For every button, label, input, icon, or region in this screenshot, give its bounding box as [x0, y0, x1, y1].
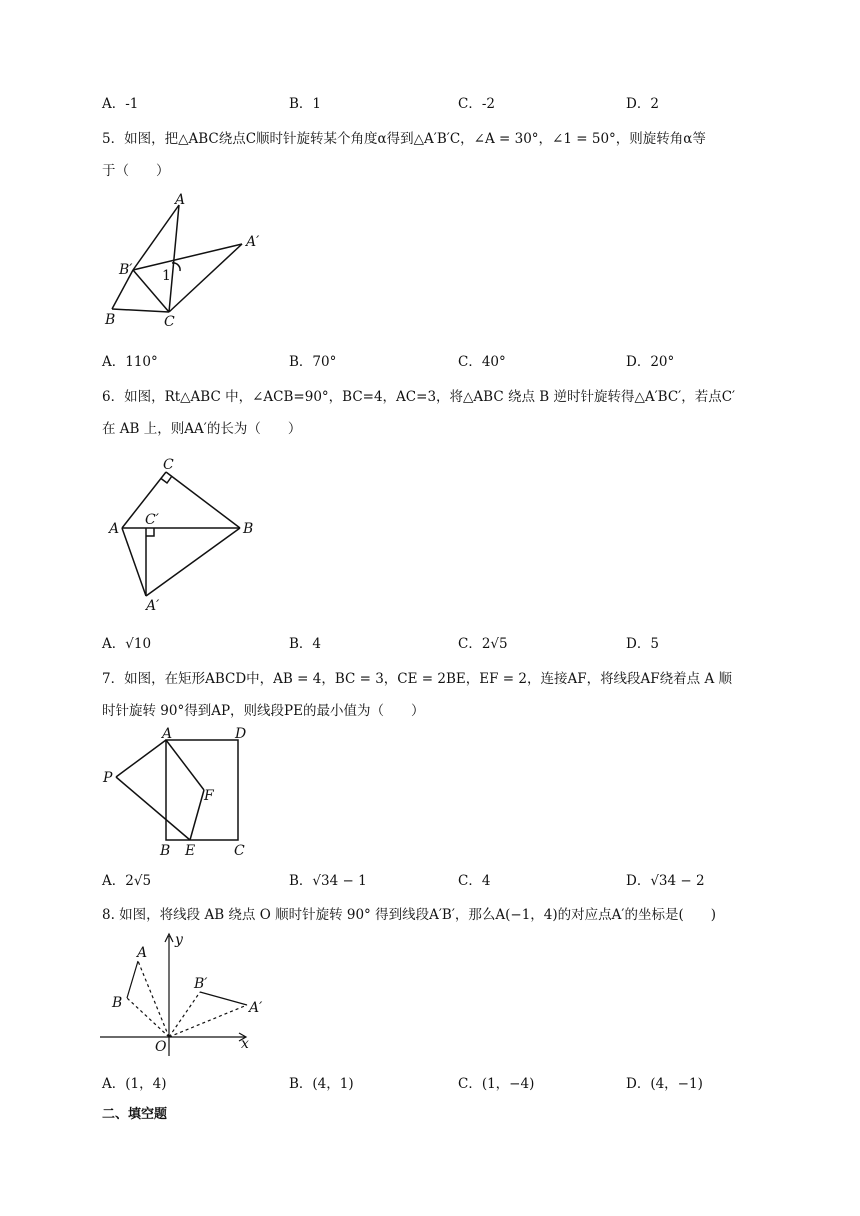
- q8-label-b: B: [112, 995, 123, 1011]
- q7-figure: [100, 726, 260, 861]
- q6-figure: [100, 450, 270, 615]
- q7-label-b: B: [160, 843, 171, 859]
- q8-figure: [100, 926, 263, 1061]
- q6-label-c-prime: C′: [145, 512, 159, 528]
- q6-option-d: D．5: [626, 636, 659, 652]
- q8-label-b-prime: B′: [194, 976, 208, 992]
- q4-option-c: C．-2: [458, 96, 495, 112]
- q6-stem-line1: 6．如图，Rt△ABC 中，∠ACB=90°，BC=4，AC=3，将△ABC 绕点 B 逆时针旋转得△A′BC′，若点C′: [102, 389, 736, 405]
- q8-option-b: B．(4，1): [289, 1076, 354, 1092]
- q7-option-b: B．√34 − 1: [289, 873, 367, 889]
- q7-stem-line2: 时针旋转 90°得到AP，则线段PE的最小值为（ ）: [102, 703, 425, 719]
- q7-option-a: A．2√5: [102, 873, 152, 889]
- q5-option-b: B．70°: [289, 354, 337, 370]
- q5-stem-line1: 5．如图，把△ABC绕点C顺时针旋转某个角度α得到△A′B′C，∠A = 30°，∠1 = 50°，则旋转角α等: [102, 131, 706, 147]
- q4-option-d: D．2: [626, 96, 659, 112]
- q6-label-a: A: [109, 521, 120, 537]
- q5-figure: [100, 188, 270, 333]
- q7-label-a: A: [162, 726, 173, 742]
- q6-label-c: C: [163, 457, 174, 473]
- q8-label-a-prime: A′: [249, 1000, 263, 1016]
- q6-option-c: C．2√5: [458, 636, 508, 652]
- q4-option-a: A．-1: [102, 96, 139, 112]
- q7-label-d: D: [235, 726, 247, 742]
- q4-option-b: B．1: [289, 96, 322, 112]
- q6-label-b: B: [243, 521, 254, 537]
- q5-label-a: A: [175, 192, 186, 208]
- q8-label-a: A: [137, 945, 148, 961]
- q7-label-e: E: [185, 843, 196, 859]
- q5-option-a: A．110°: [102, 354, 158, 370]
- q7-label-f: F: [204, 788, 214, 804]
- q8-option-c: C．(1，−4): [458, 1076, 535, 1092]
- q7-label-p: P: [103, 770, 113, 786]
- q7-option-c: C．4: [458, 873, 491, 889]
- q5-stem-line2: 于（ ）: [102, 163, 170, 179]
- q6-option-a: A．√10: [102, 636, 152, 652]
- q7-label-c: C: [234, 843, 245, 859]
- q6-stem-line2: 在 AB 上，则AA′的长为（ ）: [102, 421, 302, 437]
- q7-stem-line1: 7．如图，在矩形ABCD中，AB = 4，BC = 3，CE = 2BE，EF = 2，连接AF，将线段AF绕着点 A 顺: [102, 671, 733, 687]
- q5-label-angle-1: 1: [162, 268, 171, 284]
- section-title: 二、填空题: [102, 1107, 168, 1122]
- q5-label-a-prime: A′: [246, 234, 260, 250]
- q6-label-a-prime: A′: [146, 598, 160, 614]
- q5-label-c: C: [164, 314, 175, 330]
- q8-stem-line1: 8. 如图，将线段 AB 绕点 O 顺时针旋转 90° 得到线段A′B′，那么A(−1，4)的对应点A′的坐标是( ): [102, 907, 717, 923]
- q7-option-d: D．√34 − 2: [626, 873, 705, 889]
- q8-option-d: D．(4，−1): [626, 1076, 703, 1092]
- q8-label-o: O: [155, 1039, 167, 1055]
- q8-option-a: A．(1，4): [102, 1076, 167, 1092]
- q8-label-x: x: [241, 1036, 249, 1052]
- q5-label-b: B: [105, 312, 116, 328]
- q5-label-b-prime: B′: [119, 262, 133, 278]
- q5-option-c: C．40°: [458, 354, 506, 370]
- q6-option-b: B．4: [289, 636, 322, 652]
- q8-label-y: y: [175, 932, 183, 948]
- q5-option-d: D．20°: [626, 354, 675, 370]
